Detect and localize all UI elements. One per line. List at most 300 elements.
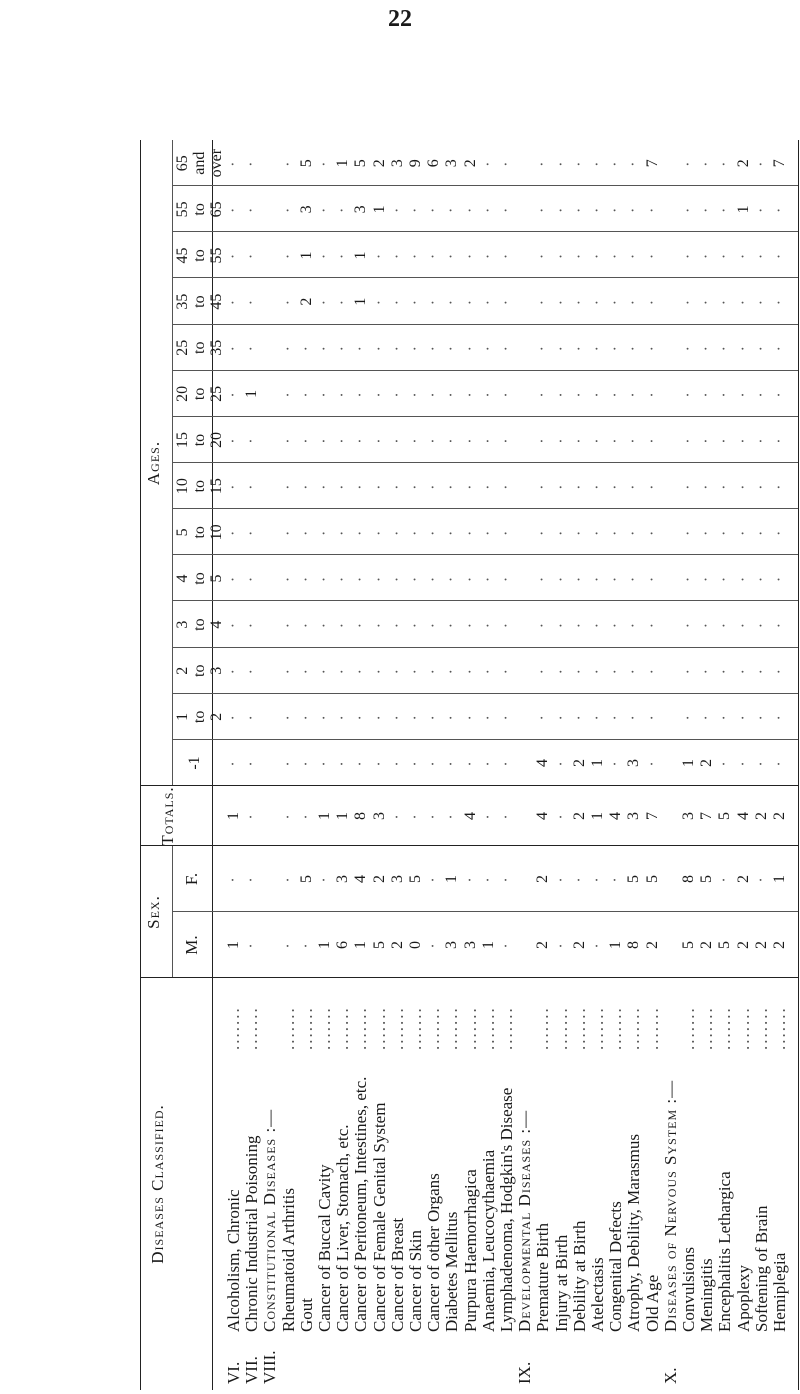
table-cell: 3: [370, 812, 388, 820]
table-cell: ·: [407, 713, 424, 721]
table-cell: ·: [534, 667, 552, 675]
table-cell: ·: [461, 436, 479, 444]
table-cell: ·: [570, 251, 588, 260]
age-header-part: 15: [208, 478, 225, 495]
table-cell: ·: [297, 941, 315, 949]
table-cell: ·: [734, 759, 752, 767]
table-cell: ·: [589, 574, 606, 583]
table-cell: ·: [443, 812, 461, 820]
leader-dots: .......: [424, 1006, 444, 1050]
table-cell: 3: [443, 941, 461, 949]
table-cell: ·: [461, 205, 479, 213]
table-cell: ·: [752, 528, 770, 536]
age-header-part: 10: [208, 524, 225, 541]
table-cell: 2: [534, 941, 552, 949]
table-cell: ·: [388, 344, 406, 352]
table-cell: ·: [297, 759, 315, 767]
table-cell: ·: [552, 251, 570, 260]
table-cell: ·: [734, 528, 752, 536]
age-column-rule: [172, 277, 798, 278]
leader-dots: .......: [679, 1006, 698, 1050]
disease-label: Diabetes Mellitus: [442, 1211, 462, 1332]
age-column-header: [174, 697, 225, 737]
table-cell: ·: [479, 205, 497, 213]
table-cell: ·: [297, 528, 315, 536]
table-cell: ·: [734, 390, 752, 398]
table-cell: ·: [752, 390, 770, 398]
table-cell: ·: [316, 759, 333, 767]
table-cell: ·: [534, 528, 552, 536]
table-cell: ·: [589, 436, 606, 444]
table-cell: ·: [752, 436, 770, 444]
table-cell: ·: [498, 713, 515, 721]
table-cell: ·: [243, 812, 261, 820]
table-cell: ·: [243, 875, 261, 883]
table-cell: ·: [680, 574, 697, 583]
header-sex: Sex.: [144, 895, 163, 929]
table-cell: ·: [370, 620, 388, 629]
table-cell: ·: [388, 482, 406, 490]
age-header-part: 25: [174, 339, 191, 356]
table-cell: 5: [297, 159, 315, 168]
table-cell: ·: [589, 297, 606, 306]
table-cell: 1: [334, 812, 352, 820]
table-cell: ·: [643, 297, 661, 306]
disease-label: Developmental Diseases :—: [515, 1109, 535, 1332]
table-cell: ·: [607, 436, 625, 444]
table-cell: ·: [225, 344, 242, 352]
table-cell: 1: [443, 875, 461, 883]
table-cell: ·: [388, 528, 406, 536]
table-cell: ·: [552, 297, 570, 306]
table-cell: ·: [607, 713, 625, 721]
table-cell: 1: [352, 251, 370, 260]
age-header-part: 5: [174, 528, 191, 537]
table-cell: ·: [370, 759, 388, 767]
table-cell: ·: [752, 297, 770, 306]
table-cell: ·: [225, 759, 242, 767]
table-cell: ·: [607, 390, 625, 398]
age-header-part: 25: [208, 385, 225, 402]
leader-dots: .......: [478, 1006, 498, 1050]
age-header-part: to: [191, 479, 208, 493]
table-cell: ·: [370, 390, 388, 398]
disease-label: Atelectasis: [588, 1257, 607, 1332]
table-cell: ·: [570, 390, 588, 398]
table-cell: ·: [334, 436, 352, 444]
table-cell: 6: [334, 941, 352, 949]
table-cell: ·: [771, 574, 788, 583]
table-cell: ·: [461, 574, 479, 583]
table-cell: 2: [771, 941, 788, 949]
table-cell: ·: [625, 159, 643, 167]
table-cell: ·: [643, 205, 661, 213]
table-cell: ·: [352, 713, 370, 721]
table-cell: ·: [680, 390, 697, 398]
table-cell: 5: [625, 875, 643, 883]
table-cell: ·: [643, 436, 661, 444]
table-cell: ·: [698, 297, 716, 306]
table-cell: ·: [716, 159, 734, 167]
table-cell: ·: [607, 205, 625, 213]
table-cell: ·: [589, 620, 606, 629]
table-cell: ·: [534, 297, 552, 306]
table-cell: ·: [734, 251, 752, 260]
table-cell: ·: [589, 251, 606, 260]
table-cell: 3: [625, 812, 643, 820]
table-cell: ·: [479, 713, 497, 721]
disease-label: Cancer of Breast: [387, 1217, 407, 1332]
table-cell: ·: [243, 528, 261, 536]
table-cell: ·: [461, 528, 479, 536]
table-cell: ·: [334, 759, 352, 767]
table-cell: ·: [479, 812, 497, 820]
table-cell: ·: [607, 251, 625, 260]
table-cell: ·: [388, 436, 406, 444]
table-cell: ·: [443, 251, 461, 260]
table-cell: ·: [534, 159, 552, 167]
table-cell: 2: [388, 941, 406, 949]
table-cell: ·: [243, 574, 261, 583]
table-cell: ·: [552, 574, 570, 583]
table-cell: ·: [607, 574, 625, 583]
table-cell: ·: [370, 436, 388, 444]
table-cell: ·: [498, 528, 515, 536]
table-cell: ·: [352, 482, 370, 490]
table-cell: ·: [407, 251, 424, 260]
table-cell: ·: [243, 941, 261, 949]
table-cell: ·: [752, 574, 770, 583]
table-cell: ·: [279, 390, 297, 398]
table-cell: ·: [589, 941, 606, 949]
table-cell: 3: [625, 759, 643, 767]
section-numeral: X.: [660, 1367, 680, 1384]
table-cell: ·: [716, 667, 734, 675]
age-header-part: to: [191, 572, 208, 585]
table-cell: ·: [752, 667, 770, 675]
table-cell: 2: [297, 297, 315, 306]
table-cell: ·: [407, 297, 424, 306]
table-cell: ·: [570, 620, 588, 629]
table-cell: ·: [771, 620, 788, 629]
table-cell: ·: [498, 812, 515, 820]
table-cell: 2: [534, 875, 552, 883]
table-cell: ·: [479, 875, 497, 883]
table-cell: ·: [407, 528, 424, 536]
table-cell: ·: [643, 344, 661, 352]
disease-label: Cancer of other Organs: [424, 1173, 444, 1332]
leader-dots: .......: [715, 1006, 735, 1050]
mortality-table: [140, 140, 800, 1390]
table-cell: ·: [443, 528, 461, 536]
table-cell: ·: [334, 344, 352, 352]
age-header-part: to: [191, 203, 208, 216]
table-cell: ·: [771, 297, 788, 306]
leader-dots: .......: [460, 1006, 480, 1050]
age-header-part: 35: [208, 339, 225, 356]
table-cell: 5: [698, 875, 716, 883]
rule-top: [140, 140, 141, 1390]
table-cell: ·: [607, 620, 625, 629]
table-cell: 2: [752, 812, 770, 820]
table-cell: 8: [625, 941, 643, 949]
table-cell: ·: [625, 436, 643, 444]
table-cell: ·: [443, 620, 461, 629]
table-cell: ·: [479, 667, 497, 675]
table-cell: ·: [607, 667, 625, 675]
table-cell: ·: [352, 620, 370, 629]
table-cell: 7: [698, 812, 716, 820]
table-cell: ·: [552, 528, 570, 536]
table-cell: 5: [297, 875, 315, 883]
age-header-part: and: [191, 151, 208, 175]
table-cell: ·: [279, 941, 297, 949]
table-cell: ·: [243, 297, 261, 306]
table-cell: 3: [443, 159, 461, 168]
table-cell: ·: [698, 390, 716, 398]
disease-label: Apoplexy: [733, 1264, 753, 1332]
disease-label: Cancer of Peritoneum, Intestines, etc.: [351, 1076, 371, 1332]
table-cell: ·: [461, 344, 479, 352]
rule-sex-totals: [140, 845, 798, 846]
table-cell: ·: [461, 759, 479, 767]
table-cell: ·: [734, 620, 752, 629]
table-cell: ·: [279, 297, 297, 306]
table-cell: ·: [407, 574, 424, 583]
table-cell: ·: [680, 251, 697, 260]
table-cell: 2: [370, 875, 388, 883]
table-cell: ·: [498, 875, 515, 883]
table-cell: ·: [316, 713, 333, 721]
table-cell: 5: [352, 159, 370, 168]
table-cell: ·: [425, 941, 443, 949]
table-cell: ·: [698, 344, 716, 352]
disease-label: Congenital Defects: [606, 1201, 626, 1332]
disease-label: Atrophy, Debility, Marasmus: [624, 1134, 644, 1332]
table-cell: 2: [370, 159, 388, 168]
table-cell: ·: [570, 528, 588, 536]
table-cell: ·: [589, 528, 606, 536]
age-header-part: to: [191, 710, 208, 724]
table-cell: ·: [570, 875, 588, 883]
table-cell: ·: [716, 759, 734, 767]
table-cell: ·: [352, 574, 370, 583]
table-cell: ·: [552, 620, 570, 629]
table-cell: ·: [625, 205, 643, 213]
age-header-part: to: [191, 618, 208, 631]
header-diseases-classified: Diseases Classified.: [148, 1104, 167, 1264]
table-cell: ·: [279, 205, 297, 213]
table-cell: ·: [225, 620, 242, 629]
leader-dots: .......: [315, 1006, 334, 1050]
table-cell: ·: [279, 528, 297, 536]
table-cell: ·: [388, 574, 406, 583]
page-number: 22: [388, 6, 412, 32]
table-cell: 1: [225, 941, 242, 949]
table-cell: ·: [443, 574, 461, 583]
table-cell: ·: [643, 713, 661, 721]
age-column-header: [174, 558, 225, 598]
section-numeral: IX.: [515, 1361, 535, 1384]
table-cell: ·: [425, 812, 443, 820]
table-cell: ·: [552, 159, 570, 167]
table-cell: 5: [643, 875, 661, 883]
table-cell: 1: [297, 251, 315, 260]
table-cell: ·: [225, 713, 242, 721]
table-cell: ·: [752, 251, 770, 260]
table-cell: ·: [570, 205, 588, 213]
table-cell: ·: [589, 205, 606, 213]
table-cell: ·: [443, 759, 461, 767]
table-cell: ·: [552, 667, 570, 675]
rule-totals-ages: [140, 785, 798, 786]
table-cell: ·: [425, 713, 443, 721]
table-cell: 2: [734, 875, 752, 883]
table-cell: ·: [243, 251, 261, 260]
leader-dots: .......: [697, 1006, 717, 1050]
table-cell: ·: [370, 297, 388, 306]
age-column-header: [186, 743, 203, 783]
table-cell: ·: [388, 390, 406, 398]
leader-dots: .......: [406, 1006, 425, 1050]
age-header-part: 45: [208, 293, 225, 310]
table-cell: ·: [407, 436, 424, 444]
table-cell: ·: [698, 713, 716, 721]
table-cell: ·: [334, 251, 352, 260]
table-cell: ·: [570, 159, 588, 167]
table-cell: ·: [534, 713, 552, 721]
table-cell: ·: [425, 574, 443, 583]
table-cell: ·: [734, 436, 752, 444]
table-cell: ·: [407, 390, 424, 398]
table-cell: ·: [479, 482, 497, 490]
age-header-part: 5: [208, 574, 225, 583]
age-column-rule: [172, 416, 798, 417]
table-cell: ·: [279, 875, 297, 883]
table-cell: ·: [425, 344, 443, 352]
table-cell: ·: [316, 574, 333, 583]
table-cell: ·: [334, 713, 352, 721]
table-cell: ·: [643, 482, 661, 490]
table-cell: ·: [443, 297, 461, 306]
table-cell: 2: [698, 941, 716, 949]
table-cell: ·: [625, 251, 643, 260]
table-cell: 6: [425, 159, 443, 168]
table-cell: ·: [716, 390, 734, 398]
disease-label: Old Age: [642, 1274, 662, 1332]
table-cell: 1: [589, 759, 606, 767]
table-cell: ·: [388, 667, 406, 675]
table-cell: ·: [461, 713, 479, 721]
table-cell: ·: [607, 297, 625, 306]
table-cell: ·: [243, 205, 261, 213]
table-cell: ·: [425, 436, 443, 444]
table-cell: ·: [479, 159, 497, 167]
table-cell: ·: [552, 759, 570, 767]
table-cell: ·: [225, 482, 242, 490]
table-cell: ·: [680, 667, 697, 675]
table-cell: ·: [297, 713, 315, 721]
age-header-part: 4: [174, 574, 191, 583]
table-cell: ·: [479, 574, 497, 583]
table-cell: ·: [279, 159, 297, 167]
table-cell: 2: [734, 159, 752, 168]
disease-label: Gout: [296, 1298, 316, 1332]
table-cell: ·: [625, 528, 643, 536]
table-cell: ·: [279, 251, 297, 260]
leader-dots: .......: [588, 1006, 607, 1050]
leader-dots: .......: [351, 1006, 371, 1050]
table-cell: ·: [552, 344, 570, 352]
table-cell: ·: [716, 574, 734, 583]
age-column-rule: [172, 693, 798, 694]
table-cell: ·: [534, 251, 552, 260]
table-cell: ·: [388, 759, 406, 767]
age-column-header: [174, 143, 225, 183]
table-cell: ·: [680, 159, 697, 167]
table-cell: ·: [279, 759, 297, 767]
table-cell: ·: [552, 875, 570, 883]
table-cell: ·: [425, 297, 443, 306]
table-cell: ·: [498, 390, 515, 398]
table-cell: ·: [570, 297, 588, 306]
table-cell: ·: [552, 812, 570, 820]
disease-label: Diseases of Nervous System :—: [660, 1079, 680, 1332]
disease-label: Cancer of Skin: [406, 1230, 425, 1332]
table-cell: 8: [352, 812, 370, 820]
header-m: M.: [182, 935, 201, 955]
table-cell: ·: [698, 482, 716, 490]
table-cell: ·: [570, 436, 588, 444]
header-ages: Ages.: [144, 440, 163, 486]
table-cell: ·: [243, 159, 261, 167]
table-cell: 3: [388, 875, 406, 883]
table-cell: ·: [407, 759, 424, 767]
table-cell: ·: [334, 297, 352, 306]
table-cell: ·: [370, 713, 388, 721]
table-cell: ·: [279, 436, 297, 444]
age-header-part: to: [191, 526, 208, 539]
table-cell: 2: [771, 812, 788, 820]
table-cell: ·: [680, 297, 697, 306]
table-cell: 4: [461, 812, 479, 820]
age-header-part: 20: [174, 385, 191, 402]
disease-label: Injury at Birth: [551, 1234, 571, 1332]
table-cell: ·: [243, 436, 261, 444]
table-cell: ·: [388, 620, 406, 629]
disease-label: Lymphadenoma, Hodgkin's Disease: [497, 1087, 516, 1332]
table-cell: ·: [625, 667, 643, 675]
table-cell: ·: [771, 205, 788, 213]
table-cell: ·: [461, 875, 479, 883]
table-cell: ·: [407, 482, 424, 490]
table-cell: ·: [643, 251, 661, 260]
table-cell: 4: [534, 812, 552, 820]
table-cell: ·: [225, 436, 242, 444]
table-cell: ·: [225, 251, 242, 260]
rotated-table-wrapper: [140, 140, 800, 1390]
table-cell: ·: [225, 574, 242, 583]
table-cell: 3: [297, 205, 315, 214]
table-cell: ·: [698, 159, 716, 167]
table-cell: ·: [370, 574, 388, 583]
table-cell: ·: [243, 344, 261, 352]
leader-dots: .......: [387, 1006, 407, 1050]
table-cell: ·: [334, 574, 352, 583]
table-cell: ·: [498, 297, 515, 306]
table-cell: ·: [425, 620, 443, 629]
table-cell: 2: [752, 941, 770, 949]
